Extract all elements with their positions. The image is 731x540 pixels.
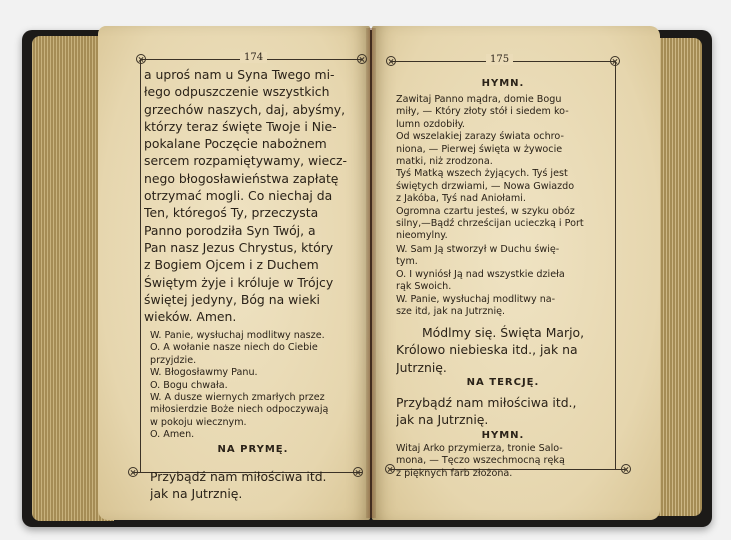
text-line: świętej jedyny, Bóg na wieki [144, 291, 320, 307]
left-top-right-ornament [357, 54, 367, 64]
hymn-line: Witaj Arko przymierza, tronie Salo- [396, 443, 563, 454]
versicle-line: W. Panie, wysłuchaj modlitwy na- [396, 293, 556, 305]
right-closing-text [396, 394, 610, 429]
text-line: otrzymać mogli. Co niechaj da [144, 188, 333, 204]
versicle-line: W. Błogosławmy Panu. [150, 367, 258, 379]
right-hymn2-heading: HYMN. [481, 430, 525, 441]
text-line: Przybądź nam miłościwa itd., [396, 395, 577, 410]
right-page-number: 175 [486, 54, 513, 65]
versicle-line: sze itd, jak na Jutrznię. [396, 306, 506, 318]
text-line: Jutrznię. [396, 359, 447, 375]
versicle-line: w pokoju wiecznym. [150, 416, 247, 428]
text-line: z Bogiem Ojcem i z Duchem [144, 257, 319, 273]
right-bottom-corner-ornament [621, 464, 631, 474]
right-side-rule [615, 61, 616, 469]
text-line: Ten, któregoś Ty, przeczysta [144, 205, 319, 221]
right-prayer-text [396, 324, 610, 376]
hymn-line: Ogromna czartu jesteś, w szyku obóz [396, 205, 575, 217]
right-section-heading: NA TERCJĘ. [466, 377, 540, 388]
hymn-line: Tyś Matką wszech żyjących. Tyś jest [396, 168, 568, 180]
versicle-line: O. Amen. [150, 429, 195, 441]
hymn-line: silny,—Bądź chrześcijan ucieczką i Port [396, 218, 584, 230]
hymn-line: z pięknych farb złożona. [396, 467, 513, 479]
hymn-line: nieomylny. [396, 230, 448, 242]
left-closing-text [150, 468, 356, 503]
right-hymn-text [396, 94, 610, 243]
text-line: nego błogosławieństwa zapłatę [144, 170, 339, 186]
hymn-line: miły, — Który złoty stół i siedem ko- [396, 106, 569, 118]
text-line: Panno porodziła Syn Twój, a [144, 222, 316, 238]
versicle-line: O. Bogu chwała. [150, 379, 228, 391]
text-line: pokalane Poczęcie nabożnem [144, 136, 327, 152]
hymn-line: Od wszelakiej zarazy świata ochro- [396, 131, 564, 143]
text-line: którzy teraz święte Twoje i Nie- [144, 118, 337, 134]
right-hymn2-text [396, 443, 610, 480]
text-line: łego odpuszczenie wszystkich [144, 84, 330, 100]
book-gutter [366, 28, 376, 518]
versicle-line: miłosierdzie Boże niech odpoczywają [150, 404, 329, 416]
text-line: jak na Jutrznię. [396, 412, 489, 428]
versicle-line: O. A wołanie nasze niech do Ciebie [150, 342, 318, 354]
right-bottom-left-ornament [385, 464, 395, 474]
left-section-heading: NA PRYMĘ. [217, 444, 289, 455]
text-line: Królowo niebieska itd., jak na [396, 342, 578, 358]
text-line: Świętym żyje i króluje w Trójcy [144, 274, 334, 290]
hymn-line: lumn ozdobiły. [396, 118, 465, 130]
right-top-left-ornament [386, 56, 396, 66]
versicle-line: W. Panie, wysłuchaj modlitwy nasze. [150, 330, 325, 341]
right-top-corner-ornament [610, 56, 620, 66]
hymn-line: niona, — Pierwej święta w żywocie [396, 143, 563, 155]
versicle-line: tym. [396, 256, 418, 268]
text-line: sercem rozpamiętywamy, wiecz- [144, 153, 348, 169]
hymn-line: z Jakóba, Tyś nad Aniołami. [396, 193, 526, 205]
text-line: a uproś nam u Syna Twego mi- [144, 67, 335, 82]
text-line: Przybądź nam miłościwa itd. [150, 469, 327, 484]
text-line: Pan nasz Jezus Chrystus, który [144, 239, 334, 255]
right-versicles [396, 244, 610, 318]
left-prayer-text [144, 66, 356, 325]
versicle-line: W. A dusze wiernych zmarłych przez [150, 392, 325, 404]
left-side-rule [140, 59, 141, 472]
left-bottom-corner-ornament [128, 467, 138, 477]
left-versicles [150, 330, 356, 442]
text-line: grzechów naszych, daj, abyśmy, [144, 101, 346, 117]
text-line: Módlmy się. Święta Marjo, [421, 325, 585, 340]
left-page-number: 174 [240, 52, 267, 63]
hymn-line: matki, niż zrodzona. [396, 156, 493, 168]
versicle-line: przyjdzie. [150, 354, 197, 366]
hymn-line: Zawitaj Panno mądra, domie Bogu [396, 94, 562, 105]
versicle-line: rąk Swoich. [396, 281, 452, 293]
versicle-line: O. I wyniósł Ją nad wszystkie dzieła [396, 268, 565, 280]
hymn-line: mona, — Tęczo wszechmocną ręką [396, 455, 565, 467]
versicle-line: W. Sam Ją stworzył w Duchu świę- [396, 244, 560, 255]
text-line: jak na Jutrznię. [150, 486, 243, 502]
left-top-corner-ornament [136, 54, 146, 64]
hymn-line: świętych drzwiami, — Nowa Gwiazdo [396, 180, 575, 192]
text-line: wieków. Amen. [144, 309, 237, 325]
right-hymn-heading: HYMN. [481, 78, 525, 89]
